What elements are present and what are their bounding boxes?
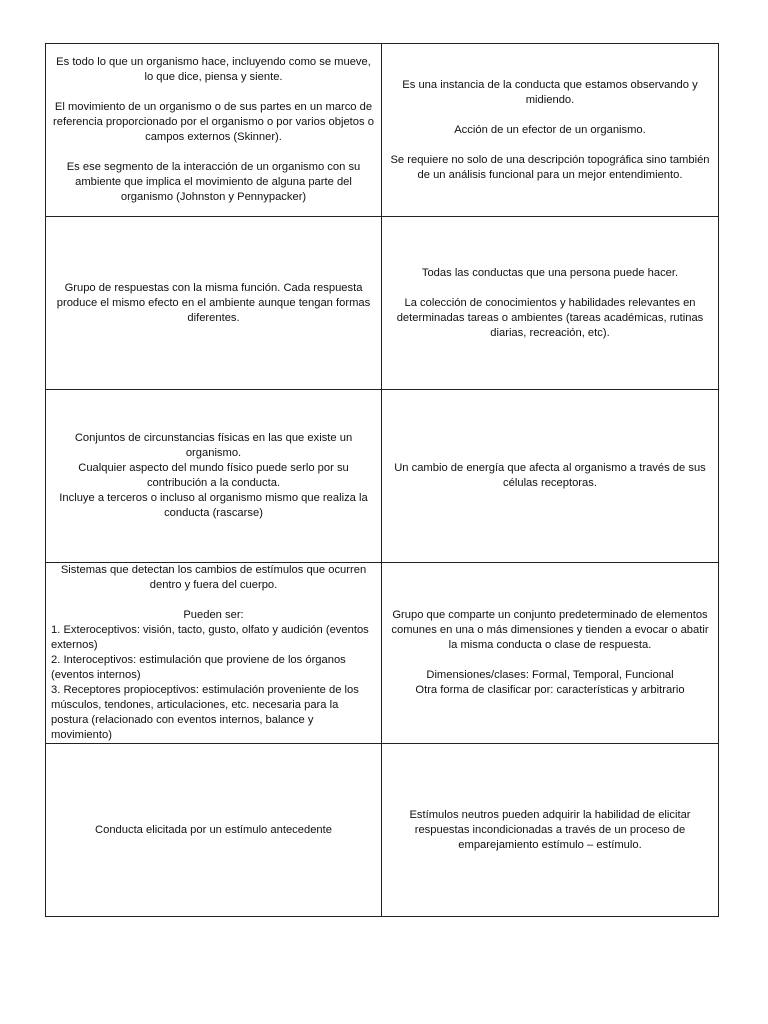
card-respuesta-definition <box>382 44 719 217</box>
card-paragraph: Se requiere no solo de una descripción topográfica sino también de un análisis funcional para un mejor entendimiento. <box>390 153 710 181</box>
card-paragraph: La colección de conocimientos y habilidades relevantes en determinadas tareas o ambientes (tareas académicas, rutinas diarias, recreación, etc). <box>396 296 704 339</box>
card-line: Incluye a terceros o incluso al organismo mismo que realiza la conducta (rascarse) <box>59 492 368 519</box>
card-paragraph: Acción de un efector de un organismo. <box>454 123 646 136</box>
card-line: Cualquier aspecto del mundo físico puede serlo por su contribución a la conducta. <box>78 462 349 489</box>
card-paragraph: Es todo lo que un organismo hace, incluyendo como se mueve, lo que dice, piensa y siente. <box>56 56 371 83</box>
card-clase-de-respuesta-definition <box>46 217 382 390</box>
card-paragraph: El movimiento de un organismo o de sus partes en un marco de referencia proporcionado por el organismo o por varios objetos o campos externos (Skinner). <box>53 101 374 143</box>
card-paragraph: Estímulos neutros pueden adquirir la habilidad de elicitar respuestas incondicionadas a través de un proceso de emparejamiento estímulo – estímulo. <box>409 808 691 851</box>
card-paragraph: Sistemas que detectan los cambios de estímulos que ocurren dentro y fuera del cuerpo. <box>60 564 367 591</box>
card-conducta-respondiente-definition <box>46 744 382 917</box>
card-row <box>46 744 719 917</box>
card-paragraph: Un cambio de energía que afecta al organismo a través de sus células receptoras. <box>394 462 706 489</box>
card-repertorio-definition <box>382 217 719 390</box>
card-subheading: Pueden ser: <box>183 609 244 621</box>
card-estimulo-definition <box>382 390 719 563</box>
card-row <box>46 563 719 744</box>
card-list-item: 2. Interoceptivos: estimulación que proviene de los órganos (eventos internos) <box>51 654 346 681</box>
card-clase-de-estimulos-definition <box>382 563 719 744</box>
card-condicionamiento-respondiente-definition <box>382 744 719 917</box>
card-line: Dimensiones/clases: Formal, Temporal, Funcional <box>426 669 674 681</box>
card-list-item: 1. Exteroceptivos: visión, tacto, gusto, olfato y audición (eventos externos) <box>51 624 369 651</box>
card-paragraph: Grupo que comparte un conjunto predeterminado de elementos comunes en una o más dimensiones y tienden a evocar o abatir la misma conducta o clase de respuesta. <box>391 609 709 651</box>
card-line: Otra forma de clasificar por: características y arbitrario <box>415 684 685 696</box>
card-row <box>46 44 719 217</box>
card-ambiente-definition <box>46 390 382 563</box>
card-row <box>46 217 719 390</box>
card-list-item: 3. Receptores propioceptivos: estimulación proveniente de los músculos, tendones, articulaciones, etc. necesaria para la postura (relacionado con eventos internos, balance y movimiento) <box>51 684 359 741</box>
card-paragraph: Es ese segmento de la interacción de un organismo con su ambiente que implica el movimiento de alguna parte del organismo (Johnston y Pennypacker) <box>66 161 361 203</box>
card-conducta-definition <box>46 44 382 217</box>
card-paragraph: Grupo de respuestas con la misma función. Cada respuesta produce el mismo efecto en el ambiente aunque tengan formas diferentes. <box>56 281 371 324</box>
card-paragraph: Todas las conductas que una persona puede hacer. <box>421 266 679 279</box>
card-paragraph: Es una instancia de la conducta que estamos observando y midiendo. <box>402 78 698 106</box>
card-receptores-definition <box>46 563 382 744</box>
flashcard-grid <box>45 43 719 917</box>
card-paragraph: Conducta elicitada por un estímulo antecedente <box>95 823 332 836</box>
card-row <box>46 390 719 563</box>
card-line: Conjuntos de circunstancias físicas en las que existe un organismo. <box>74 432 353 459</box>
